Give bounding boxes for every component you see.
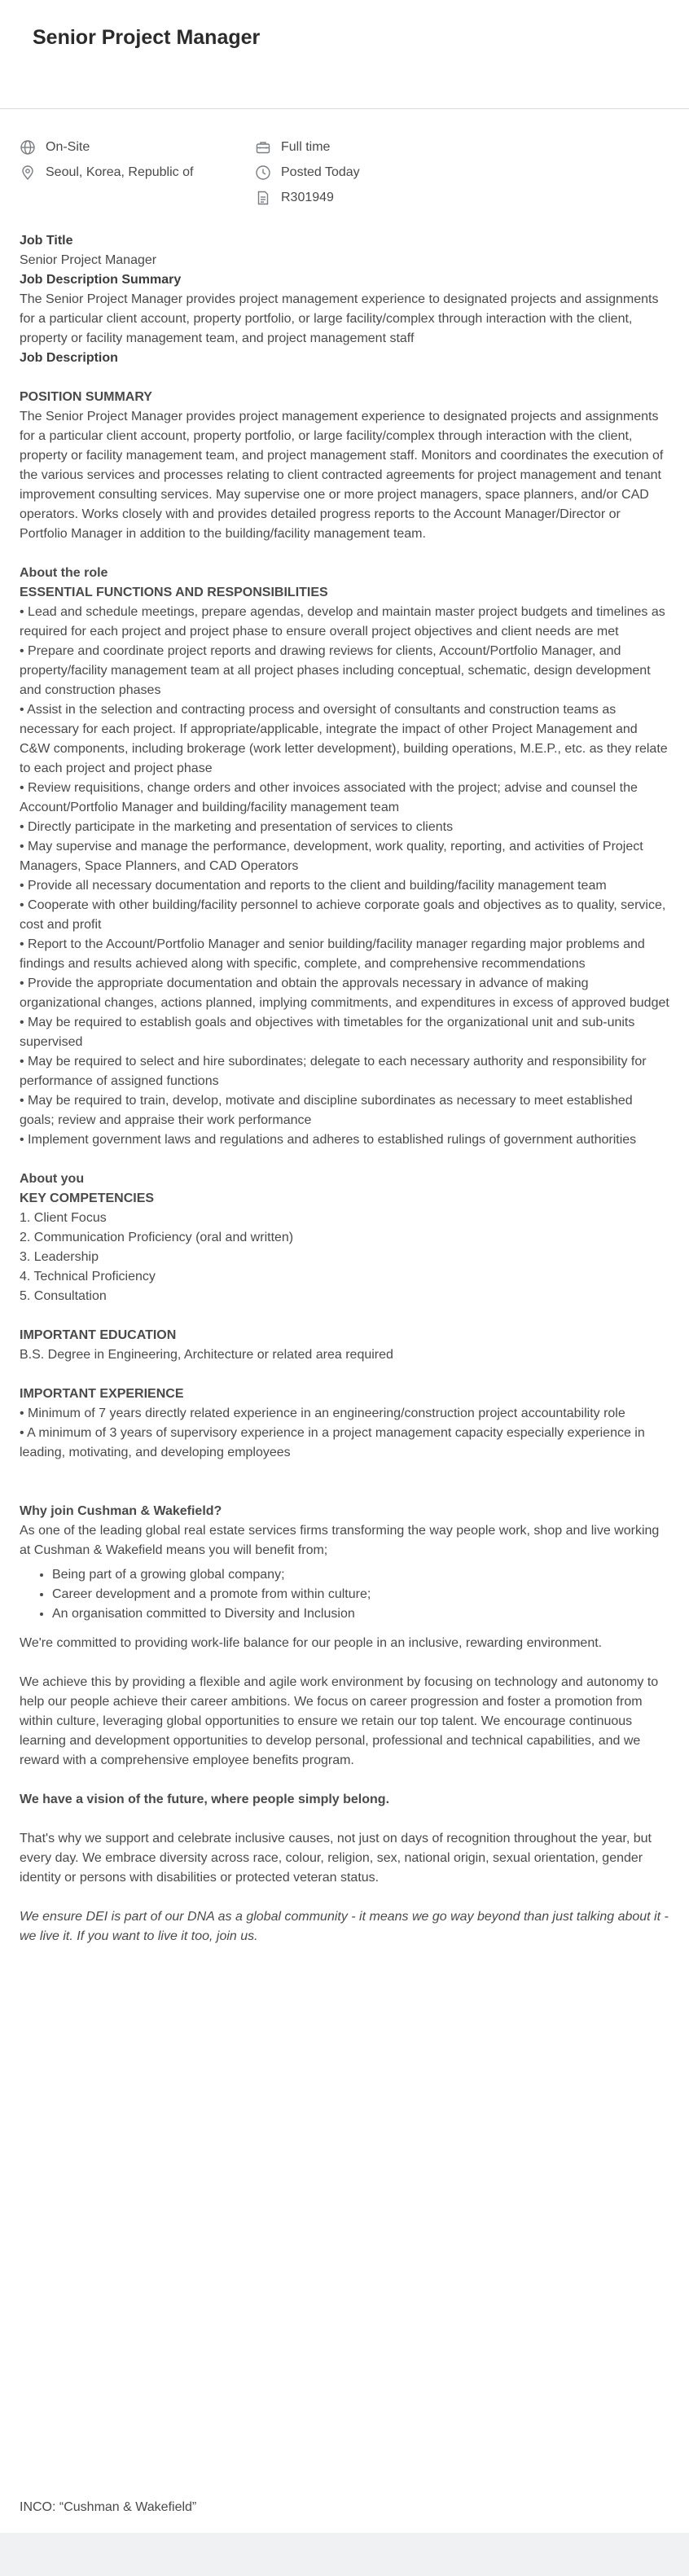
summary-text: The Senior Project Manager provides project management experience to designated projects and assignments for a particular client account, property portfolio, or large facility/complex through interaction with the client, property or facility management team, and project management staff: [20, 292, 659, 345]
essential-item: • May be required to train, develop, motivate and discipline subordinates as necessary to meet established goals; review and appraise their work performance: [20, 1094, 633, 1127]
support-text: That's why we support and celebrate inclusive causes, not just on days of recognition throughout the year, but every day. We embrace diversity across race, colour, religion, sex, national origin, sexual orientation, gender identity or persons with disabilities or protected veteran status.: [20, 1832, 652, 1885]
essential-item: • May be required to establish goals and objectives with timetables for the organizational unit and sub-units supervised: [20, 1016, 635, 1049]
why-join-text: As one of the leading global real estate services firms transforming the way people work, shop and live working at Cushman & Wakefield means you will benefit from;: [20, 1524, 660, 1557]
essential-item: • Lead and schedule meetings, prepare agendas, develop and maintain master project budgets and timelines as required for each project and project phase to ensure overall project objectives and client needs are met: [20, 605, 665, 639]
meta-location-text: Seoul, Korea, Republic of: [46, 165, 194, 179]
essential-item: • May supervise and manage the performance, development, work quality, reporting, and activities of Project Managers, Space Planners, and CAD Operators: [20, 840, 643, 873]
job-title-value: Senior Project Manager: [20, 253, 157, 267]
job-description-content: [0, 217, 689, 1946]
meta-posted-text: Posted Today: [281, 165, 360, 179]
meta-requisition-text: R301949: [281, 190, 334, 204]
competency-item: 2. Communication Proficiency (oral and written): [20, 1231, 294, 1244]
competency-item: 3. Leadership: [20, 1250, 99, 1264]
essential-item: • Directly participate in the marketing and presentation of services to clients: [20, 820, 454, 834]
essential-item: • Cooperate with other building/facility personnel to achieve corporate goals and objectives as to quality, service, cost and profit: [20, 898, 666, 932]
page-header: [0, 0, 689, 109]
meta-requisition: [255, 185, 490, 210]
education-heading: IMPORTANT EDUCATION: [20, 1328, 177, 1342]
globe-icon: [20, 139, 36, 156]
clock-icon: [255, 165, 271, 181]
meta-location-type-text: On-Site: [46, 139, 90, 154]
location-pin-icon: [20, 165, 36, 181]
about-role-heading: About the role: [20, 566, 108, 580]
vision-text: We have a vision of the future, where people simply belong.: [20, 1793, 390, 1806]
inco-text: INCO: “Cushman & Wakefield”: [20, 2500, 197, 2514]
essential-item: • Assist in the selection and contracting process and oversight of consultants and construction teams as necessary for each project. If appropriate/applicable, integrate the impact of other Project Management and C&W components, including brokerage (work letter development), building operations, M.E.P., etc. as they relate to each project and project phase: [20, 703, 668, 775]
experience-heading: IMPORTANT EXPERIENCE: [20, 1387, 184, 1401]
essential-item: • Report to the Account/Portfolio Manager and senior building/facility manager regarding major problems and findings and results achieved along with specific, complete, and comprehensive recommendations: [20, 937, 645, 971]
list-item: • Career development and a promote from within culture;: [52, 1585, 669, 1604]
essential-item: • Review requisitions, change orders and other invoices associated with the project; advise and counsel the Account/Portfolio Manager and building/facility management team: [20, 781, 638, 814]
briefcase-icon: [255, 139, 271, 156]
experience-item: • A minimum of 3 years of supervisory experience in a project management capacity especially experience in leading, motivating, and developing employees: [20, 1426, 645, 1459]
commitment-text: We're committed to providing work-life balance for our people in an inclusive, rewarding environment.: [20, 1636, 603, 1650]
why-join-heading: Why join Cushman & Wakefield?: [20, 1504, 222, 1518]
essential-item: • Provide all necessary documentation and reports to the client and building/facility management team: [20, 879, 607, 893]
competency-item: 4. Technical Proficiency: [20, 1270, 156, 1284]
meta-col-right: [255, 134, 490, 217]
meta-employment-type: [255, 134, 490, 160]
meta-location-type: [20, 134, 255, 160]
meta-posted: [255, 160, 490, 185]
list-item: • An organisation committed to Diversity and Inclusion: [52, 1604, 669, 1624]
about-you-heading: About you: [20, 1172, 85, 1186]
essential-item: • Implement government laws and regulations and adheres to established rulings of government authorities: [20, 1133, 637, 1147]
education-text: B.S. Degree in Engineering, Architecture or related area required: [20, 1348, 393, 1362]
essential-item: • Prepare and coordinate project reports and drawing reviews for clients, Account/Portfolio Manager, and property/facility management team at all project phases including conceptual, schematic, design development and construction phases: [20, 644, 651, 697]
list-item: • Being part of a growing global company;: [52, 1565, 669, 1585]
dei-text: We ensure DEI is part of our DNA as a global community - it means we go way beyond than just talking about it - we live it. If you want to live it too, join us.: [20, 1910, 669, 1943]
description-label: Job Description: [20, 351, 118, 365]
summary-label: Job Description Summary: [20, 273, 182, 287]
position-summary-text: The Senior Project Manager provides project management experience to designated projects and assignments for a particular client account, property portfolio, or large facility/complex through interaction with the client, property or facility management team, and project management staff. Monitors and coordinates the execution of the various services and processes relating to client contracted agreements for project management and tenant improvement consulting services. May supervise one or more project managers, space planners, and/or CAD operators. Works closely with and provides detailed progress reports to the Account Manager/Director or Portfolio Manager in addition to the building/facility management team.: [20, 410, 664, 541]
achieve-text: We achieve this by providing a flexible and agile work environment by focusing on technology and autonomy to help our people achieve their career ambitions. We focus on career progression and foster a promotion from within culture, leveraging global opportunities to ensure we retain our top talent. We encourage continuous learning and development opportunities to develop personal, professional and technical capabilities, and we reward with a comprehensive employee benefits program.: [20, 1675, 659, 1767]
meta-col-left: [20, 134, 255, 217]
essential-heading: ESSENTIAL FUNCTIONS AND RESPONSIBILITIES: [20, 586, 328, 599]
position-summary-heading: POSITION SUMMARY: [20, 390, 152, 404]
competency-item: 5. Consultation: [20, 1289, 107, 1303]
page-title: Senior Project Manager: [33, 26, 261, 49]
essential-item: • May be required to select and hire subordinates; delegate to each necessary authority and responsibility for performance of assigned functions: [20, 1055, 647, 1088]
job-title-label: Job Title: [20, 234, 73, 248]
meta-location: [20, 160, 255, 185]
experience-item: • Minimum of 7 years directly related experience in an engineering/construction project accountability role: [20, 1406, 625, 1420]
competencies-heading: KEY COMPETENCIES: [20, 1191, 155, 1205]
job-meta: [0, 109, 689, 217]
document-icon: [255, 190, 271, 206]
benefits-list: [20, 1565, 669, 1624]
essential-item: • Provide the appropriate documentation and obtain the approvals necessary in advance of making organizational changes, actions planned, implying commitments, and expenditures in excess of approved budget: [20, 976, 669, 1010]
competency-item: 1. Client Focus: [20, 1211, 107, 1225]
meta-employment-type-text: Full time: [281, 139, 331, 154]
